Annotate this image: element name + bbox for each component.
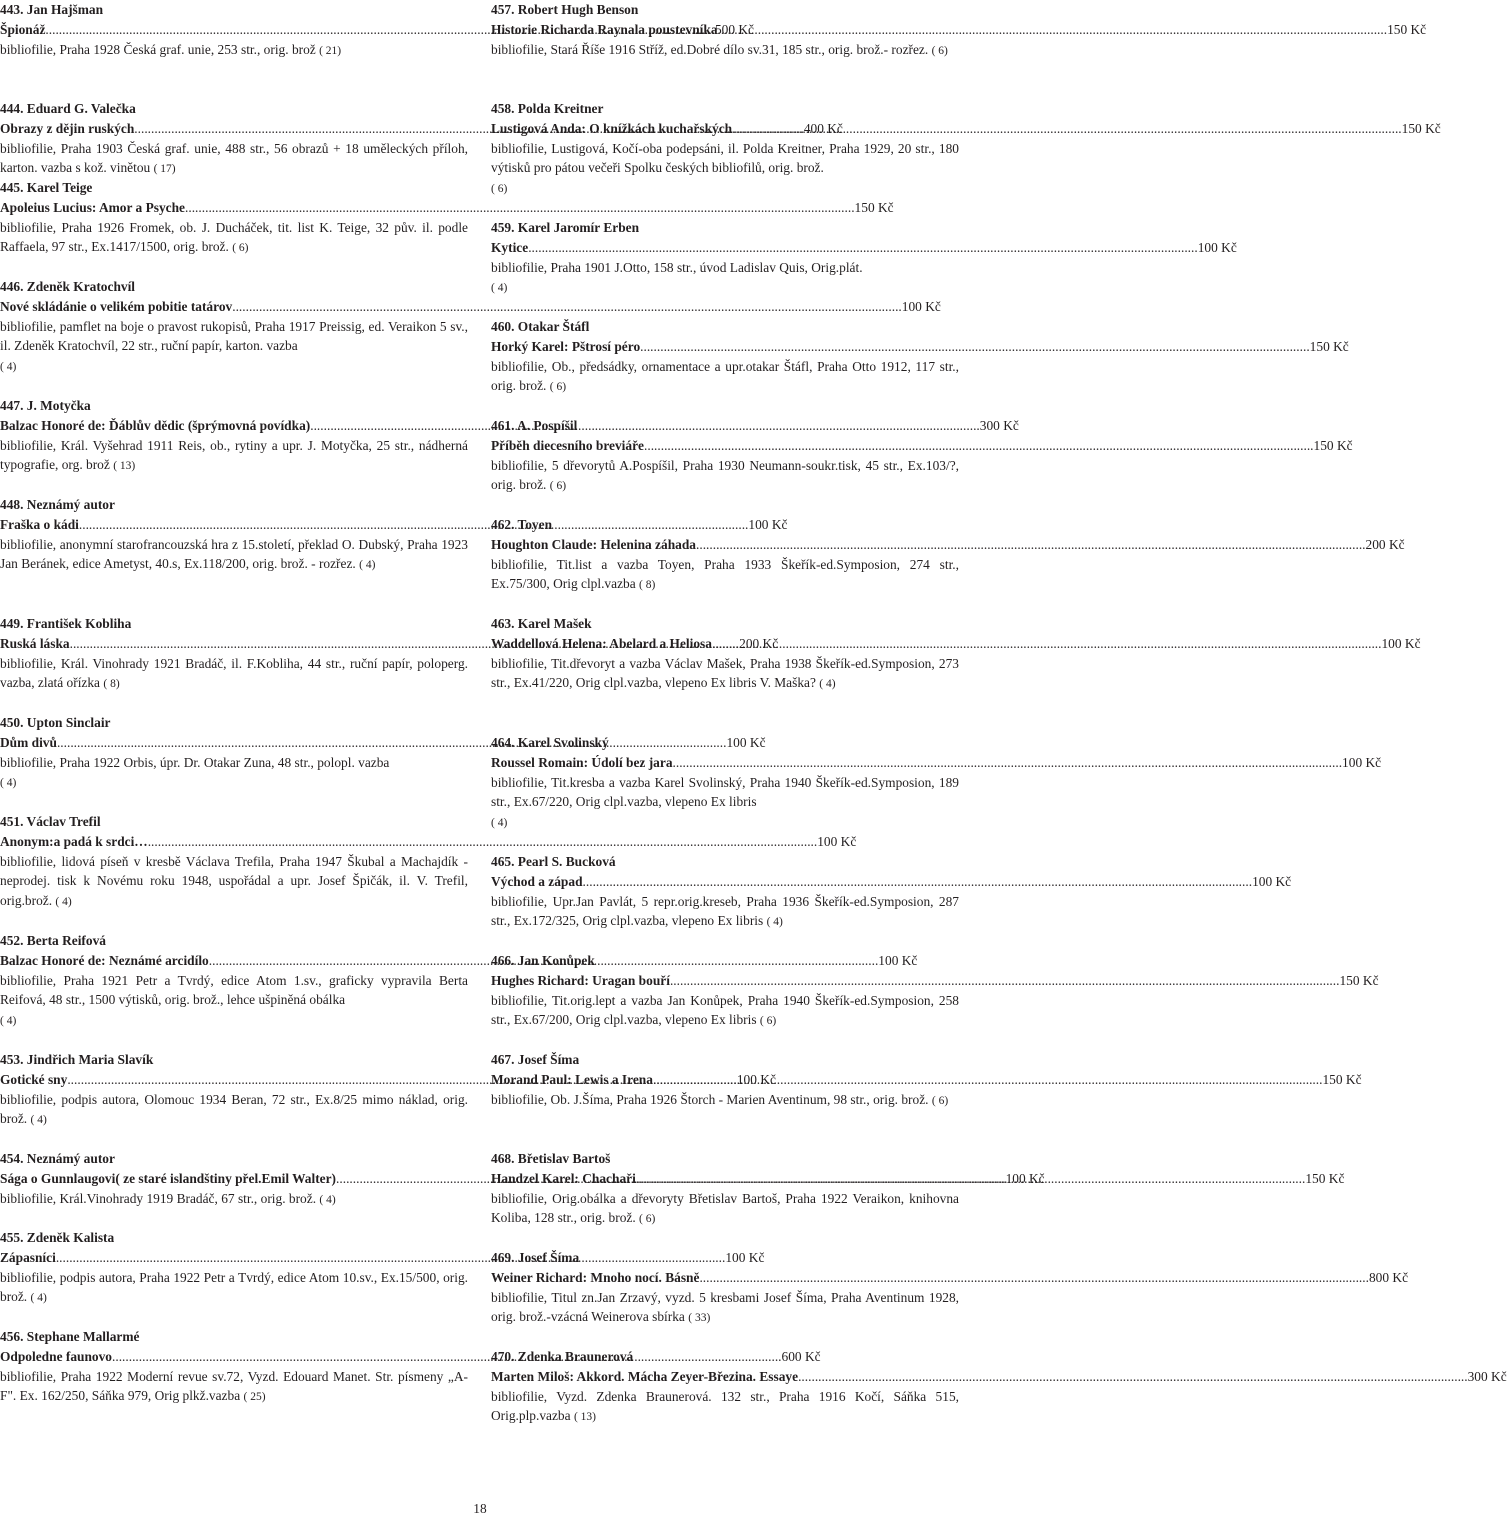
entry-title-line (491, 872, 1292, 892)
entry-title-line (491, 971, 1379, 991)
entry-title: Obrazy z dějin ruských (0, 120, 135, 136)
dot-leader (712, 634, 1382, 654)
entry-title-line (0, 832, 857, 852)
entry-title: Historie Richarda Raynala poustevníka (491, 21, 718, 37)
entry-lot-artist: 459. Karel Jaromír Erben (491, 220, 640, 235)
entry-lot-artist: 456. Stephane Mallarmé (0, 1329, 140, 1344)
entry-description-text: bibliofilie, Král.Vinohrady 1919 Bradáč, 67 str., orig. brož. (0, 1190, 317, 1206)
entry-quantity: ( 4) (0, 1015, 17, 1028)
entry-price: 150 Kč (1387, 21, 1427, 37)
entry-description (0, 317, 468, 378)
entry-price: 150 Kč (1313, 437, 1353, 453)
entry-title: Ruská láska (0, 635, 70, 651)
entry-price: 100 Kč (1381, 635, 1421, 651)
entry-title: Fraška o kádi (0, 516, 79, 532)
entry-description-text: bibliofilie, Praha 1922 Orbis, úpr. Dr. Otakar Zuna, 48 str., polopl. vazba (0, 754, 390, 770)
entry-price: 100 Kč (1342, 754, 1382, 770)
entry-description (0, 40, 468, 62)
entry-lot-artist: 445. Karel Teige (0, 180, 93, 195)
catalog-entry (491, 951, 1379, 1032)
entry-title: Zápasníci (0, 1249, 56, 1265)
entry-title: Horký Karel: Pštrosí péro (491, 338, 641, 354)
entry-price: 300 Kč (979, 417, 1019, 433)
entry-title: Balzac Honoré de: Neznámé arcidílo (0, 952, 209, 968)
entry-quantity: ( 6) (931, 1094, 949, 1107)
catalog-entry (491, 1050, 1362, 1111)
entry-quantity: ( 6) (491, 183, 508, 196)
entry-quantity: ( 4) (819, 678, 836, 691)
entry-title: Roussel Romain: Údolí bez jara (491, 754, 673, 770)
entry-title-line (491, 1268, 1409, 1288)
catalog-entry (491, 99, 1441, 200)
entry-description-text: bibliofilie, Tit.dřevoryt a vazba Václav Mašek, Praha 1938 Škeřík-ed.Symposion, 273 str., Ex.41/220, Orig clpl.vazba, vlepeno Ex libris V. Maška? (491, 655, 959, 691)
entry-title-line (491, 436, 1353, 456)
entry-price: 100 Kč (901, 298, 941, 314)
entry-quantity: ( 4) (766, 916, 783, 929)
entry-description-text: bibliofilie, Tit.orig.lept a vazba Jan Konůpek, Praha 1940 Škeřík-ed.Symposion, 258 str., Ex.67/200, Orig clpl.vazba, vlepeno Ex libris (491, 992, 959, 1028)
entry-description (491, 456, 959, 498)
entry-quantity: ( 33) (688, 1312, 711, 1325)
catalog-entry (491, 1347, 1507, 1428)
entry-description (491, 773, 959, 834)
entry-lot-artist: 466. Jan Konůpek (491, 953, 595, 968)
entry-price: 100 Kč (736, 1071, 776, 1087)
entry-description (0, 139, 468, 181)
entry-price: 100 Kč (817, 833, 857, 849)
entry-lot-artist: 469. Josef Šíma (491, 1250, 580, 1265)
entry-quantity: ( 4) (55, 896, 72, 909)
entry-title: Dům divů (0, 734, 57, 750)
entry-quantity: ( 4) (491, 817, 508, 830)
entry-price: 100 Kč (1005, 1170, 1045, 1186)
entry-title: Kytice (491, 239, 529, 255)
entry-description-text: bibliofilie, pamflet na boje o pravost rukopisů, Praha 1917 Preissig, ed. Veraikon 5 sv., il. Zdeněk Kratochvíl, 22 str., ruční papír, karton. vazba (0, 318, 468, 354)
entry-lot-artist: 460. Otakar Štáfl (491, 319, 590, 334)
entry-lot-artist: 463. Karel Mašek (491, 616, 592, 631)
entry-title: Weiner Richard: Mnoho nocí. Básně (491, 1269, 700, 1285)
entry-quantity: ( 6) (549, 480, 567, 493)
entry-lot-artist: 449. František Kobliha (0, 616, 132, 631)
dot-leader (718, 20, 1388, 40)
entry-title-line (491, 634, 1421, 654)
dot-leader (798, 1367, 1468, 1387)
entry-title: Apoleius Lucius: Amor a Psyche (0, 199, 186, 215)
entry-lot-artist: 470. Zdenka Braunerová (491, 1349, 634, 1364)
entry-description (491, 991, 959, 1033)
entry-lot-artist: 443. Jan Hajšman (0, 2, 104, 17)
entry-price: 300 Kč (1467, 1368, 1507, 1384)
entry-description-text: bibliofilie, Vyzd. Zdenka Braunerová. 132 str., Praha 1916 Kočí, Sáňka 515, Orig.plp.vazba (491, 1388, 959, 1424)
entry-title-line (0, 198, 894, 218)
entry-price: 150 Kč (1339, 972, 1379, 988)
entry-description-text: bibliofilie, Upr.Jan Pavlát, 5 repr.orig.kreseb, Praha 1936 Škeřík-ed.Symposion, 287 str., Ex.172/325, Orig clpl.vazba, vlepeno Ex libris (491, 893, 959, 929)
entry-title-line (491, 337, 1349, 357)
entry-quantity: ( 8) (103, 678, 120, 691)
entry-title-line (491, 535, 1405, 555)
dot-leader (732, 119, 1402, 139)
entry-quantity: ( 4) (319, 1193, 336, 1206)
entry-description (491, 1288, 959, 1330)
entry-lot-artist: 461. A. Pospíšil (491, 418, 578, 433)
entry-title: Marten Miloš: Akkord. Mácha Zeyer-Březina. Essaye (491, 1368, 799, 1384)
entry-description-text: bibliofilie, Praha 1901 J.Otto, 158 str., úvod Ladislav Quis, Orig.plát. (491, 259, 863, 275)
entry-title: Waddellová Helena: Abelard a Heliosa (491, 635, 712, 651)
entry-title-line (491, 1070, 1362, 1090)
entry-price: 600 Kč (781, 1348, 821, 1364)
entry-lot-artist: 462. Toyen (491, 517, 553, 532)
entry-description-text: bibliofilie, Tit.kresba a vazba Karel Svolinský, Praha 1940 Škeřík-ed.Symposion, 189 str., Ex.67/220, Orig clpl.vazba, vlepeno Ex libris (491, 774, 959, 810)
entry-title: Lustigová Anda: O knížkách kuchařských (491, 120, 733, 136)
entry-lot-artist: 448. Neznámý autor (0, 497, 115, 512)
entry-description (0, 654, 468, 696)
entry-price: 150 Kč (1401, 120, 1441, 136)
entry-quantity: ( 8) (639, 579, 656, 592)
entry-lot-artist: 465. Pearl S. Bucková (491, 854, 616, 869)
entry-description-text: bibliofilie, Praha 1903 Česká graf. unie, 488 str., 56 obrazů + 18 uměleckých příloh, karton. vazba s kož. vinětou (0, 140, 468, 176)
entry-description (0, 218, 468, 260)
entry-quantity: ( 4) (359, 559, 376, 572)
entry-price: 150 Kč (1309, 338, 1349, 354)
entry-description (0, 535, 468, 577)
dot-leader (232, 297, 902, 317)
entry-description (491, 1387, 959, 1429)
entry-description (0, 753, 468, 795)
entry-description (491, 892, 959, 934)
entry-quantity: ( 13) (573, 1411, 596, 1424)
dot-leader (644, 436, 1314, 456)
entry-price: 100 Kč (725, 1249, 765, 1265)
entry-description-text: bibliofilie, lidová píseň v kresbě Václava Trefila, Praha 1947 Škubal a Machajdík - neprodej. tisk k Novému roku 1948, uspořádal a upr. Josef Špičák, il. V. Trefil, orig.brož. (0, 853, 468, 909)
entry-lot-artist: 464. Karel Svolinský (491, 735, 609, 750)
entry-lot-artist: 458. Polda Kreitner (491, 101, 604, 116)
entry-price: 200 Kč (739, 635, 779, 651)
entry-quantity: ( 17) (153, 163, 176, 176)
dot-leader (528, 238, 1198, 258)
entry-description (491, 139, 959, 200)
entry-quantity: ( 4) (30, 1292, 47, 1305)
entry-description-text: bibliofilie, Orig.obálka a dřevoryty Břetislav Bartoš, Praha 1922 Veraikon, knihovna Koliba, 128 str., orig. brož. (491, 1190, 959, 1226)
entry-price: 200 Kč (1365, 536, 1405, 552)
entry-price: 100 Kč (726, 734, 766, 750)
dot-leader (185, 198, 855, 218)
entry-title: Východ a západ (491, 873, 583, 889)
entry-title-line (491, 20, 1427, 40)
entry-description (491, 555, 959, 597)
entry-quantity: ( 4) (0, 361, 17, 374)
entry-description (0, 1367, 468, 1409)
entry-price: 150 Kč (1322, 1071, 1362, 1087)
entry-description-text: bibliofilie, Titul zn.Jan Zrzavý, vyzd. 5 kresbami Josef Šíma, Praha Aventinum 1928, orig. brož.-vzácná Weinerova sbírka (491, 1289, 959, 1325)
entry-quantity: ( 25) (243, 1391, 266, 1404)
entry-description-text: bibliofilie, 5 dřevorytů A.Pospíšil, Praha 1930 Neumann-soukr.tisk, 45 str., Ex.103/?, orig. brož. (491, 457, 959, 493)
entry-description-text: bibliofilie, Král. Vyšehrad 1911 Reis, ob., rytiny a upr. J. Motyčka, 25 str., nádherná typografie, org. brož (0, 437, 468, 473)
entry-lot-artist: 450. Upton Sinclair (0, 715, 111, 730)
entry-description (0, 1090, 468, 1132)
entry-quantity: ( 4) (30, 1114, 47, 1127)
entry-quantity: ( 4) (0, 777, 17, 790)
entry-title-line (491, 238, 1237, 258)
catalog-entry (491, 1248, 1409, 1329)
dot-leader (640, 337, 1310, 357)
dot-leader (670, 971, 1340, 991)
entry-price: 500 Kč (714, 21, 754, 37)
entry-title: Odpoledne faunovo (0, 1348, 112, 1364)
entry-description (491, 1090, 959, 1112)
entry-lot-artist: 453. Jindřich Maria Slavík (0, 1052, 154, 1067)
entry-lot-artist: 451. Václav Trefil (0, 814, 101, 829)
entry-lot-artist: 467. Josef Šíma (491, 1052, 580, 1067)
entry-price: 800 Kč (1368, 1269, 1409, 1285)
entry-description-text: bibliofilie, Praha 1926 Fromek, ob. J. Ducháček, tit. list K. Teige, 32 pův. il. podle Raffaela, 97 str., Ex.1417/1500, orig. brož. (0, 219, 468, 255)
entry-price: 150 Kč (1305, 1170, 1345, 1186)
entry-description (0, 852, 468, 913)
entry-description (491, 40, 959, 62)
entry-title: Anonym:a padá k srdci… (0, 833, 148, 849)
entry-quantity: ( 21) (319, 44, 342, 57)
entry-title: Handzel Karel: Chachaři (491, 1170, 636, 1186)
entry-quantity: ( 6) (931, 44, 948, 57)
entry-lot-artist: 455. Zdeněk Kalista (0, 1230, 115, 1245)
entry-title: Hughes Richard: Uragan bouří (491, 972, 670, 988)
entry-description-text: bibliofilie, Tit.list a vazba Toyen, Praha 1933 Škeřík-ed.Symposion, 274 str., Ex.75/300, Orig clpl.vazba (491, 556, 959, 592)
entry-description (0, 971, 468, 1032)
entry-price: 100 Kč (748, 516, 788, 532)
entry-price: 150 Kč (854, 199, 894, 215)
catalog-entry (491, 733, 1382, 834)
entry-title: Špionáž (0, 21, 46, 37)
entry-description-text: bibliofilie, Král. Vinohrady 1921 Bradáč, il. F.Kobliha, 44 str., ruční papír, poloperg. vazba, zlatá ořízka (0, 655, 468, 691)
catalog-entry (491, 218, 1237, 299)
entry-price: 400 Kč (803, 120, 843, 136)
dot-leader (583, 872, 1253, 892)
entry-title-line (491, 1367, 1507, 1387)
entry-description (491, 654, 959, 696)
entry-lot-artist: 444. Eduard G. Valečka (0, 101, 136, 116)
dot-leader (696, 535, 1366, 555)
entry-lot-artist: 468. Břetislav Bartoš (491, 1151, 611, 1166)
entry-quantity: ( 4) (491, 282, 508, 295)
entry-lot-artist: 452. Berta Reifová (0, 933, 106, 948)
entry-description (0, 1189, 468, 1211)
dot-leader (653, 1070, 1323, 1090)
entry-description-text: bibliofilie, Praha 1922 Moderní revue sv.72, Vyzd. Edouard Manet. Str. písmeny „A-F". Ex. 162/250, Sáňka 979, Orig plkž.vazba (0, 1368, 468, 1404)
entry-title-line (0, 297, 941, 317)
entry-description (0, 436, 468, 478)
dot-leader (148, 832, 818, 852)
dot-leader (699, 1268, 1369, 1288)
catalog-entry (491, 317, 1349, 398)
entry-title: Nové skládánie o velikém pobitie tatárov (0, 298, 233, 314)
entry-price: 100 Kč (1197, 239, 1237, 255)
entry-lot-artist: 446. Zdeněk Kratochvíl (0, 279, 136, 294)
entry-lot-artist: 457. Robert Hugh Benson (491, 2, 639, 17)
catalog-entry (491, 0, 1427, 61)
entry-description (0, 1268, 468, 1310)
entry-title: Příběh diecesního breviáře (491, 437, 644, 453)
catalog-entry (491, 614, 1421, 695)
entry-description (491, 1189, 959, 1231)
entry-lot-artist: 447. J. Motyčka (0, 398, 91, 413)
entry-description-text: bibliofilie, Ob., předsádky, ornamentace a upr.otakar Štáfl, Praha Otto 1912, 117 str., orig. brož. (491, 358, 959, 394)
entry-title-line (491, 119, 1441, 139)
entry-quantity: ( 13) (113, 460, 136, 473)
entry-title: Gotické sny (0, 1071, 68, 1087)
entry-title: Houghton Claude: Helenina záhada (491, 536, 696, 552)
entry-quantity: ( 6) (549, 381, 567, 394)
dot-leader (636, 1169, 1306, 1189)
entry-title-line (491, 753, 1382, 773)
entry-title: Sága o Gunnlaugovi( ze staré islandštiny přel.Emil Walter) (0, 1170, 337, 1186)
catalog-entry (491, 515, 1405, 596)
entry-description-text: bibliofilie, podpis autora, Praha 1922 Petr a Tvrdý, edice Atom 10.sv., Ex.15/500, orig. brož. (0, 1269, 468, 1305)
entry-description-text: bibliofilie, Praha 1921 Petr a Tvrdý, edice Atom 1.sv., graficky vypravila Berta Reifová, 48 str., 1500 výtisků, orig. brož., lehce ušpiněná obálka (0, 972, 468, 1008)
entry-quantity: ( 6) (759, 1015, 777, 1028)
entry-description-text: bibliofilie, Ob. J.Šíma, Praha 1926 Štorch - Marien Aventinum, 98 str., orig. brož. (491, 1091, 929, 1107)
entry-lot-artist: 454. Neznámý autor (0, 1151, 115, 1166)
page-number: 18 (473, 1501, 487, 1516)
entry-description-text: bibliofilie, Lustigová, Kočí-oba podepsáni, il. Polda Kreitner, Praha 1929, 20 str., 180 výtisků pro pátou večeři Spolku českých bibliofilů, orig. brož. (491, 140, 959, 176)
entry-description-text: bibliofilie, anonymní starofrancouzská hra z 15.století, překlad O. Dubský, Praha 1923 Jan Beránek, edice Ametyst, 40.s, Ex.118/200, orig. brož. - rozřez. (0, 536, 468, 572)
entry-description-text: bibliofilie, podpis autora, Olomouc 1934 Beran, 72 str., Ex.8/25 mimo náklad, orig. brož. (0, 1091, 468, 1127)
entry-title: Morand Paul: Lewis a Irena (491, 1071, 653, 1087)
catalog-entry (491, 852, 1292, 933)
entry-title: Balzac Honoré de: Ďáblův dědic (šprýmovná povídka) (0, 417, 311, 433)
entry-description (491, 357, 959, 399)
dot-leader (673, 753, 1343, 773)
entry-quantity: ( 6) (232, 242, 249, 255)
entry-quantity: ( 6) (639, 1213, 656, 1226)
entry-description-text: bibliofilie, Stará Říše 1916 Stříž, ed.Dobré dílo sv.31, 185 str., orig. brož.- rozřez. (491, 41, 929, 57)
entry-price: 100 Kč (1252, 873, 1292, 889)
entry-description-text: bibliofilie, Praha 1928 Česká graf. unie, 253 str., orig. brož (0, 41, 316, 57)
entry-price: 100 Kč (878, 952, 918, 968)
entry-description (491, 258, 959, 300)
